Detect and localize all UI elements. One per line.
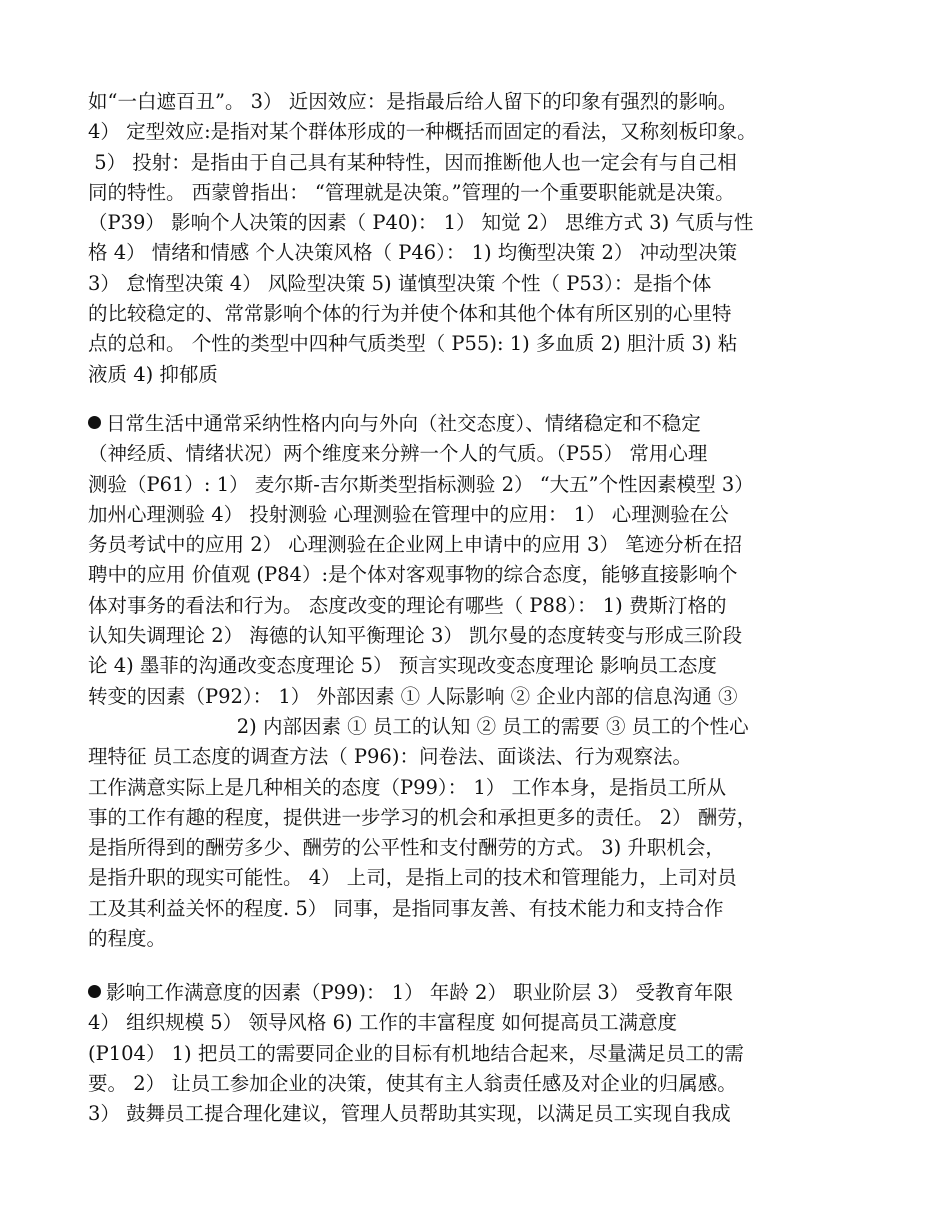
text-line: 如“一白遮百丑”。 3） 近因效应：是指最后给人留下的印象有强烈的影响。 bbox=[88, 90, 738, 113]
bullet-icon bbox=[88, 416, 101, 429]
paragraph-1 bbox=[88, 87, 878, 390]
text-line: 格 4） 情绪和情感 个人决策风格（ P46）： 1) 均衡型决策 2） 冲动型决策 bbox=[88, 241, 738, 265]
text-line: 影响工作满意度的因素（P99)： 1） 年龄 2） 职业阶层 3） 受教育年限 bbox=[106, 981, 733, 1004]
text-line: 3） 怠惰型决策 4） 风险型决策 5) 谨慎型决策 个性（ P53）：是指个体 bbox=[88, 271, 712, 295]
bullet-line bbox=[88, 409, 878, 439]
text-line: 的程度。 bbox=[88, 927, 167, 951]
text-line: 的比较稳定的、常常影响个体的行为并使个体和其他个体有所区别的心里特 bbox=[88, 302, 732, 326]
text-line: 理特征 员工态度的调查方法（ P96)：问卷法、面谈法、行为观察法。 bbox=[88, 745, 692, 769]
text-line: 认知失调理论 2） 海德的认知平衡理论 3） 凯尔曼的态度转变与形成三阶段 bbox=[88, 624, 743, 648]
text-line: 务员考试中的应用 2） 心理测验在企业网上申请中的应用 3） 笔迹分析在招 bbox=[88, 533, 743, 557]
text-line: 点的总和。 个性的类型中四种气质类型（ P55): 1) 多血质 2) 胆汁质 3) 粘 bbox=[88, 332, 738, 356]
text-line: 日常生活中通常采纳性格内向与外向（社交态度）、情绪稳定和不稳定 bbox=[106, 412, 701, 435]
text-line: 聘中的应用 价值观 (P84）:是个体对客观事物的综合态度，能够直接影响个 bbox=[88, 563, 738, 587]
text-line: 论 4) 墨菲的沟通改变态度理论 5） 预言实现改变态度理论 影响员工态度 bbox=[88, 654, 717, 678]
text-line: (P104） 1) 把员工的需要同企业的目标有机地结合起来，尽量满足员工的需 bbox=[88, 1041, 744, 1065]
bullet-line bbox=[88, 978, 878, 1008]
text-line: 5） 投射：是指由于自己具有某种特性，因而推断他人也一定会有与自己相 bbox=[88, 150, 737, 174]
bullet-icon bbox=[88, 985, 101, 998]
text-line: 同的特性。 西蒙曾指出： “管理就是决策。”管理的一个重要职能就是决策。 bbox=[88, 180, 735, 204]
text-line: （P39） 影响个人决策的因素（ P40)： 1） 知觉 2） 思维方式 3) 气质与性 bbox=[88, 211, 754, 235]
text-line: 4） 定型效应:是指对某个群体形成的一种概括而固定的看法，又称刻板印象。 bbox=[88, 120, 757, 144]
text-line: 3） 鼓舞员工提合理化建议，管理人员帮助其实现，以满足员工实现自我成 bbox=[88, 1102, 731, 1126]
text-line: （神经质、情绪状况）两个维度来分辨一个人的气质。（P55） 常用心理 bbox=[88, 442, 708, 466]
text-line: 事的工作有趣的程度，提供进一步学习的机会和承担更多的责任。 2） 酬劳， bbox=[88, 805, 757, 829]
paragraph-3 bbox=[88, 978, 878, 1129]
text-line: 加州心理测验 4） 投射测验 心理测验在管理中的应用： 1） 心理测验在公 bbox=[88, 502, 729, 526]
text-line: 液质 4) 抑郁质 bbox=[88, 362, 218, 386]
text-line: 2) 内部因素 ① 员工的认知 ② 员工的需要 ③ 员工的个性心 bbox=[88, 714, 749, 738]
text-line: 要。 2） 让员工参加企业的决策，使其有主人翁责任感及对企业的归属感。 bbox=[88, 1071, 737, 1095]
text-line: 转变的因素（P92）： 1） 外部因素 ① 人际影响 ② 企业内部的信息沟通 ③ bbox=[88, 684, 738, 708]
text-line: 是指升职的现实可能性。 4） 上司，是指上司的技术和管理能力，上司对员 bbox=[88, 866, 737, 890]
text-line: 4） 组织规模 5） 领导风格 6) 工作的丰富程度 如何提高员工满意度 bbox=[88, 1011, 678, 1035]
paragraph-2 bbox=[88, 409, 878, 954]
text-line: 工作满意实际上是几种相关的态度（P99）： 1） 工作本身，是指员工所从 bbox=[88, 775, 726, 799]
text-line: 体对事务的看法和行为。 态度改变的理论有哪些（ P88）： 1) 费斯汀格的 bbox=[88, 593, 727, 617]
text-line: 是指所得到的酬劳多少、酬劳的公平性和支付酬劳的方式。 3) 升职机会， bbox=[88, 836, 725, 860]
text-line: 测验（P61）: 1） 麦尔斯-吉尔斯类型指标测验 2） “大五”个性因素模型 3） bbox=[88, 472, 754, 496]
text-line: 工及其利益关怀的程度. 5） 同事，是指同事友善、有技术能力和支持合作 bbox=[88, 896, 724, 920]
